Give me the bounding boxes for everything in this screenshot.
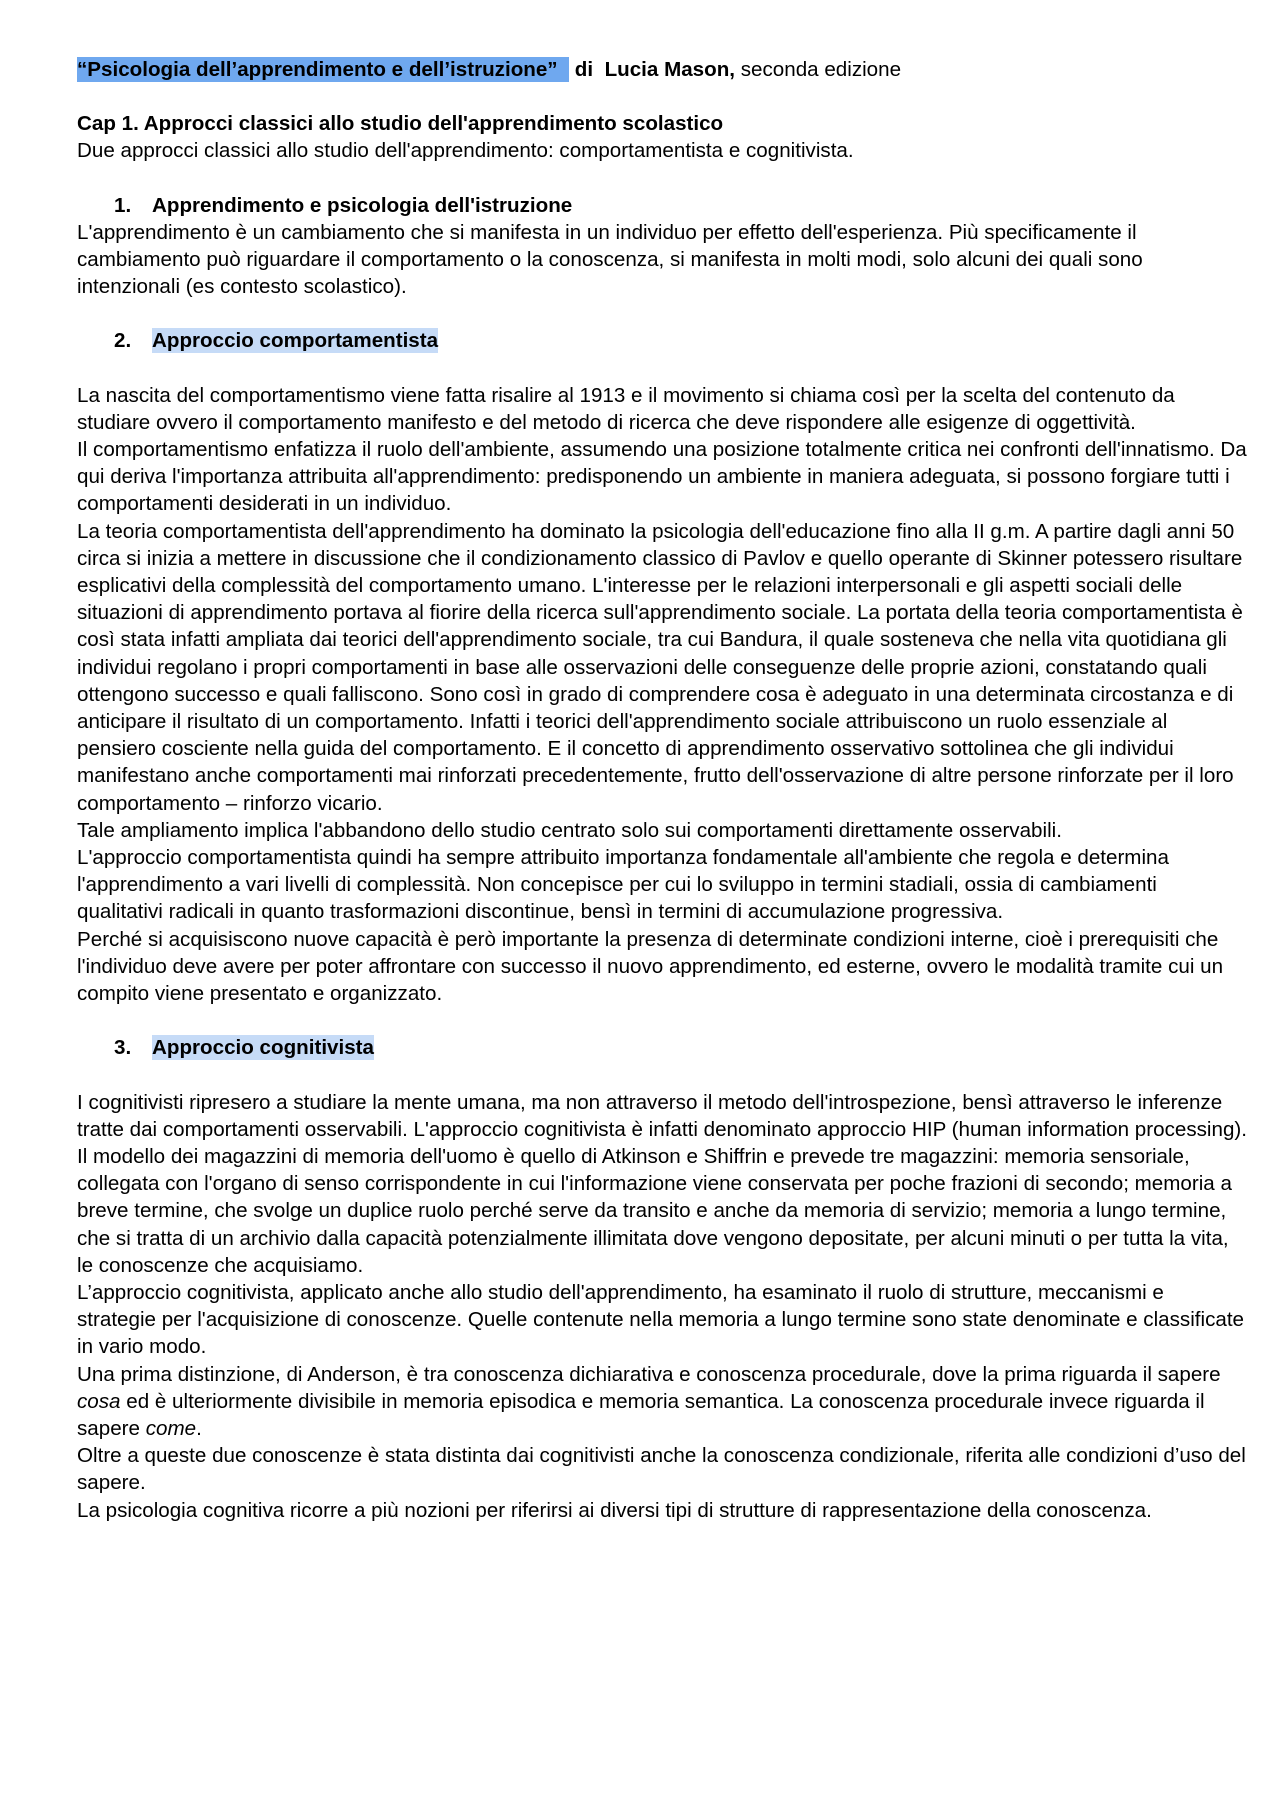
emphasis-cosa: cosa — [77, 1389, 121, 1413]
title-by: di — [574, 58, 594, 81]
chapter-heading: Cap 1. Approcci classici allo studio dell'apprendimento scolastico — [77, 112, 724, 136]
section-title: Apprendimento e psicologia dell'istruzione — [152, 193, 573, 217]
section-number: 1. — [114, 193, 132, 217]
book-author: Lucia Mason, — [604, 58, 736, 81]
paragraph: Tale ampliamento implica l'abbandono dello studio centrato solo sui comportamenti direttamente osservabili. — [77, 818, 1062, 842]
section-number: 3. — [114, 1036, 132, 1060]
paragraph: I cognitivisti ripresero a studiare la mente umana, ma non attraverso il metodo dell'introspezione, bensì attraverso le inferenze tratte dai comportamenti osservabili. L'approccio cognitivista è infatti denominato approccio HIP (human information processing). — [77, 1090, 1247, 1141]
chapter-intro: Due approcci classici allo studio dell'apprendimento: comportamentista e cognitivista. — [77, 139, 854, 163]
paragraph: La teoria comportamentista dell'apprendimento ha dominato la psicologia dell'educazione fino alla II g.m. A partire dagli anni 50 circa si inizia a mettere in discussione che il condizionamento classico di Pavlov e quello operante di Skinner potessero risultare esplicativi della complessità del comportamento umano. L'interesse per le relazioni interpersonali e gli aspetti sociali delle situazioni di apprendimento portava al fiorire della ricerca sull'apprendimento sociale. La portata della teoria comportamentista è così stata infatti ampliata dai teorici dell'apprendimento sociale, tra cui Bandura, il quale sosteneva che nella vita quotidiana gli individui regolano i propri comportamenti in base alle osservazioni delle conseguenze delle proprie azioni, constatando quali ottengono successo e quali falliscono. Sono così in grado di comprendere cosa è adeguato in una determinata circostanza e di anticipare il risultato di un comportamento. Infatti i teorici dell'apprendimento sociale attribuiscono un ruolo essenziale al pensiero cosciente nella guida del comportamento. E il concetto di apprendimento osservativo sottolinea che gli individui manifestano anche comportamenti mai rinforzati precedentemente, frutto dell'osservazione di altre persone rinforzate per il loro comportamento – rinforzo vicario. — [77, 519, 1243, 815]
document-page — [77, 56, 1247, 1524]
section-heading-2 — [77, 327, 1247, 354]
section-heading-1 — [77, 192, 1247, 219]
paragraph: L'approccio comportamentista quindi ha sempre attribuito importanza fondamentale all'ambiente che regola e determina l'apprendimento a vari livelli di complessità. Non concepisce per cui lo sviluppo in termini stadiali, ossia di cambiamenti qualitativi radicali in quanto trasformazioni discontinue, bensì in termini di accumulazione progressiva. — [77, 846, 1169, 924]
section-number: 2. — [114, 329, 132, 353]
paragraph: Oltre a queste due conoscenze è stata distinta dai cognitivisti anche la conoscenza condizionale, riferita alle condizioni d’uso del sapere. — [77, 1444, 1246, 1495]
emphasis-come: come — [145, 1416, 197, 1440]
section-title: Approccio comportamentista — [152, 329, 439, 353]
paragraph-anderson: Una prima distinzione, di Anderson, è tra conoscenza dichiarativa e conoscenza procedurale, dove la prima riguarda il sapere cosa ed è ulteriormente divisibile in memoria episodica e memoria semantica. La conoscenza procedurale invece riguarda il sapere come. — [77, 1362, 1221, 1440]
paragraph: La nascita del comportamentismo viene fatta risalire al 1913 e il movimento si chiama così per la scelta del contenuto da studiare ovvero il comportamento manifesto e del metodo di ricerca che deve rispondere alle esigenze di oggettività. — [77, 383, 1175, 434]
section-heading-3 — [77, 1034, 1247, 1061]
paragraph: L'apprendimento è un cambiamento che si manifesta in un individuo per effetto dell'esperienza. Più specificamente il cambiamento può riguardare il comportamento o la conoscenza, si manifesta in molti modi, solo alcuni dei quali sono intenzionali (es contesto scolastico). — [77, 220, 1143, 299]
paragraph: Il modello dei magazzini di memoria dell'uomo è quello di Atkinson e Shiffrin e prevede tre magazzini: memoria sensoriale, collegata con l'organo di senso corrispondente in cui l'informazione viene conservata per poche frazioni di secondo; memoria a breve termine, che svolge un duplice ruolo perché serve da transito e anche da memoria di servizio; memoria a lungo termine, che si tratta di un archivio dalla capacità potenzialmente illimitata dove vengono depositate, per alcuni minuti o per tutta la vita, le conoscenze che acquisiamo. — [77, 1144, 1232, 1277]
book-title: “Psicologia dell’apprendimento e dell’istruzione” — [77, 58, 558, 81]
document-title-line — [77, 56, 1247, 83]
paragraph: La psicologia cognitiva ricorre a più nozioni per riferirsi ai diversi tipi di strutture di rappresentazione della conoscenza. — [77, 1498, 1152, 1522]
paragraph: L’approccio cognitivista, applicato anche allo studio dell'apprendimento, ha esaminato il ruolo di strutture, meccanismi e strategie per l'acquisizione di conoscenze. Quelle contenute nella memoria a lungo termine sono state denominate e classificate in vario modo. — [77, 1280, 1245, 1359]
book-edition: seconda edizione — [740, 58, 902, 81]
paragraph: Perché si acquisiscono nuove capacità è però importante la presenza di determinate condizioni interne, cioè i prerequisiti che l'individuo deve avere per poter affrontare con successo il nuovo apprendimento, ed esterne, ovvero le modalità tramite cui un compito viene presentato e organizzato. — [77, 927, 1224, 1006]
section-title: Approccio cognitivista — [152, 1036, 374, 1060]
paragraph: Il comportamentismo enfatizza il ruolo dell'ambiente, assumendo una posizione totalmente critica nei confronti dell'innatismo. Da qui deriva l'importanza attribuita all'apprendimento: predisponendo un ambiente in maniera adeguata, si possono forgiare tutti i comportamenti desiderati in un individuo. — [77, 438, 1247, 516]
